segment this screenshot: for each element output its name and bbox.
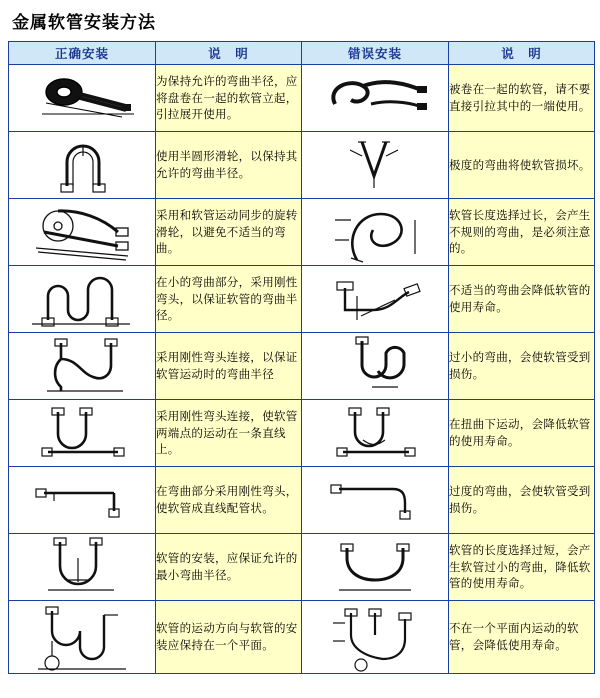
note-correct: 使用半圆形滑轮，以保持其允许的弯曲半径。 <box>156 132 302 199</box>
note-correct: 采用刚性弯头连接，以保证软管运动时的弯曲半径 <box>156 333 302 400</box>
table-row <box>9 534 595 601</box>
table-row <box>9 65 595 132</box>
figure-wrong <box>302 601 449 674</box>
note-wrong: 不在一个平面内运动的软管，会降低使用寿命。 <box>449 601 595 674</box>
note-wrong: 软管的长度选择过短，会产生软管过小的弯曲，降低软管的使用寿命。 <box>449 534 595 601</box>
rigid-elbow-u-loop-icon <box>9 335 155 397</box>
coiled-hose-standing-on-reel-icon <box>9 70 155 126</box>
coiled-hose-pulled-straight-icon <box>302 70 448 126</box>
hose-over-half-round-pulley-icon <box>9 136 155 194</box>
table-body <box>9 65 595 674</box>
note-wrong: 在扭曲下运动，会降低软管的使用寿命。 <box>449 400 595 467</box>
note-correct: 采用刚性弯头连接，使软管两端点的运动在一条直线上。 <box>156 400 302 467</box>
figure-wrong <box>302 132 449 199</box>
header-correct-note: 说 明 <box>156 42 302 65</box>
hose-too-long-irregular-loop-icon <box>302 200 448 264</box>
table-row <box>9 266 595 333</box>
figure-correct <box>9 132 156 199</box>
hose-motion-in-same-plane-icon <box>9 601 155 673</box>
table-row <box>9 333 595 400</box>
rigid-elbow-straight-pipe-run-icon <box>9 475 155 525</box>
figure-correct <box>9 601 156 674</box>
table-row <box>9 132 595 199</box>
installation-methods-table <box>8 41 595 674</box>
figure-wrong <box>302 266 449 333</box>
note-wrong: 不适当的弯曲会降低软管的使用寿命。 <box>449 266 595 333</box>
too-small-bend-radius-loop-icon <box>302 335 448 397</box>
figure-correct <box>9 534 156 601</box>
hose-too-long-small-bend-icon <box>302 536 448 598</box>
note-correct: 采用和软管运动同步的旋转滑轮，以避免不适当的弯曲。 <box>156 199 302 266</box>
page-title: 金属软管安装方法 <box>12 13 156 33</box>
table-header <box>9 42 595 65</box>
table-row <box>9 400 595 467</box>
rigid-elbow-ends-in-line-icon <box>9 404 155 462</box>
hose-minimum-bend-radius-u-icon <box>9 536 155 598</box>
hose-sharp-v-bend-icon <box>302 136 448 194</box>
rigid-elbow-small-bend-icon <box>9 270 155 328</box>
note-wrong: 极度的弯曲将使软管损坏。 <box>449 132 595 199</box>
note-wrong: 被卷在一起的软管，请不要直接引拉其中的一端使用。 <box>449 65 595 132</box>
table-row <box>9 467 595 534</box>
figure-wrong <box>302 65 449 132</box>
hose-motion-out-of-plane-icon <box>302 601 448 673</box>
figure-wrong <box>302 534 449 601</box>
note-correct: 软管的运动方向与软管的安装应保持在一个平面。 <box>156 601 302 674</box>
note-correct: 软管的安装，应保证允许的最小弯曲半径。 <box>156 534 302 601</box>
excessive-bend-straight-run-icon <box>302 475 448 525</box>
note-correct: 为保持允许的弯曲半径，应将盘卷在一起的软管立起，引拉展开使用。 <box>156 65 302 132</box>
note-wrong: 过小的弯曲，会使软管受到损伤。 <box>449 333 595 400</box>
figure-correct <box>9 467 156 534</box>
figure-correct <box>9 400 156 467</box>
figure-wrong <box>302 400 449 467</box>
note-correct: 在小的弯曲部分，采用刚性弯头，以保证软管的弯曲半径。 <box>156 266 302 333</box>
header-row <box>9 42 595 65</box>
note-wrong: 过度的弯曲，会使软管受到损伤。 <box>449 467 595 534</box>
note-wrong: 软管长度选择过长，会产生不规则的弯曲，是必须注意的。 <box>449 199 595 266</box>
table-row <box>9 601 595 674</box>
figure-correct <box>9 333 156 400</box>
figure-wrong <box>302 467 449 534</box>
note-correct: 在弯曲部分采用刚性弯头，使软管成直线配管状。 <box>156 467 302 534</box>
figure-wrong <box>302 333 449 400</box>
hose-twisted-u-motion-icon <box>302 404 448 462</box>
hose-on-rotating-pulley-with-chain-icon <box>9 202 155 262</box>
header-wrong-note: 说 明 <box>449 42 595 65</box>
figure-correct <box>9 266 156 333</box>
table-row <box>9 199 595 266</box>
improper-bend-at-fitting-icon <box>302 270 448 328</box>
header-wrong-install: 错误安装 <box>302 42 449 65</box>
figure-correct <box>9 65 156 132</box>
header-correct-install: 正确安装 <box>9 42 156 65</box>
figure-correct <box>9 199 156 266</box>
figure-wrong <box>302 199 449 266</box>
